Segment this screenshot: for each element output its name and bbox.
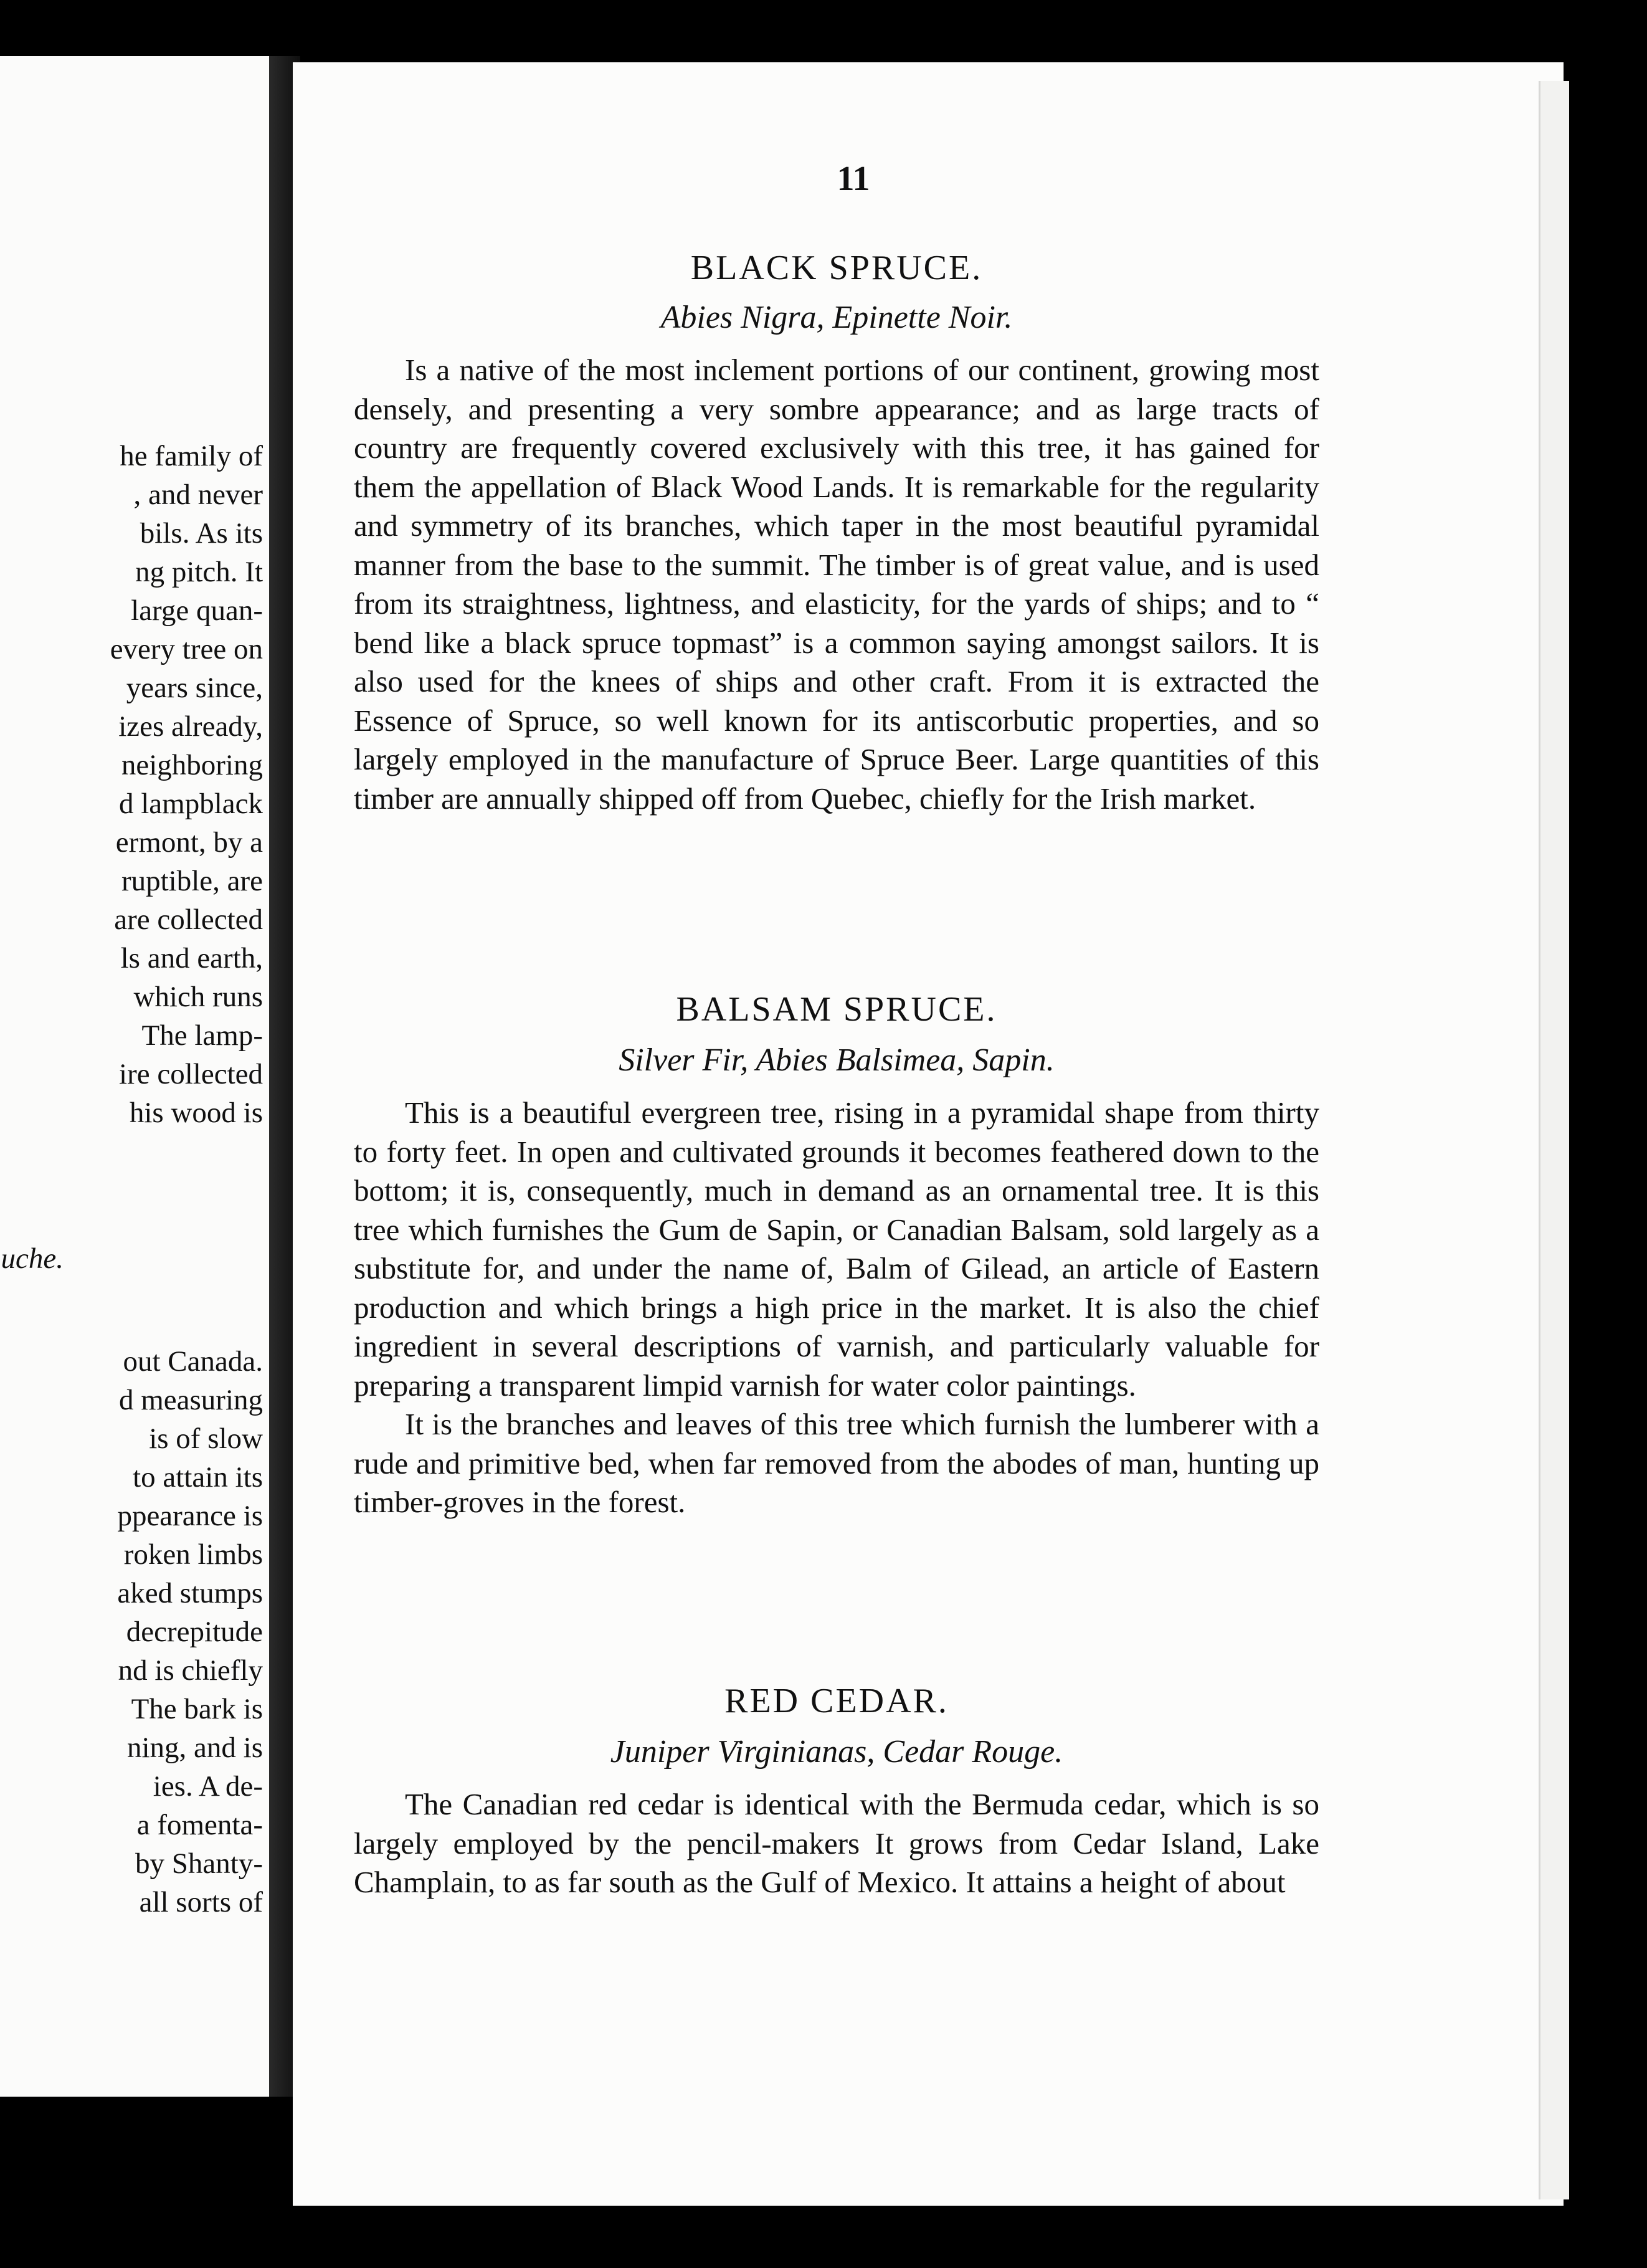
left-page-line: ire collected [119, 1058, 263, 1090]
section-heading: BLACK SPRUCE. [690, 249, 983, 287]
page-number: 11 [837, 160, 870, 198]
left-page-line: aked stumps [117, 1577, 263, 1609]
left-page-line: ls and earth, [120, 942, 263, 974]
left-page-line: his wood is [129, 1097, 263, 1129]
left-page-line: are collected [114, 903, 263, 936]
section-red-cedar [354, 1679, 1319, 1902]
left-page-line: nd is chiefly [118, 1654, 263, 1687]
left-page-line: years since, [126, 672, 263, 704]
left-page-line: , and never [133, 479, 263, 511]
page-edge [1539, 81, 1569, 2199]
left-page-line: to attain its [133, 1461, 263, 1494]
left-page-line: The bark is [131, 1693, 263, 1725]
left-page-line: The lamp- [141, 1019, 263, 1052]
left-page-line: is of slow [149, 1422, 263, 1455]
left-page-line: ermont, by a [115, 826, 263, 859]
left-page-line: ning, and is [126, 1732, 263, 1764]
left-page-line: a fomenta- [136, 1809, 263, 1841]
section-black-spruce [354, 246, 1319, 818]
paragraph: Is a native of the most inclement portions of our continent, growing most densely, and presenting a very sombre appearance; and as large tracts of country are frequently covered exclusively with this tree, it has gained for them the appellation of Black Wood Lands. It is remarkable for the regularity and symmetry of its branches, which taper in the most beautiful pyramidal manner from the base to the summit. The timber is of great value, and is used from its straightness, lightness, and elasticity, for the yards of ships; and to “ bend like a black spruce topmast” is a common saying amongst sailors. It is also used for the knees of ships and other craft. From it is extracted the Essence of Spruce, so well known for its antiscorbutic properties, and so largely employed in the manufacture of Spruce Beer. Large quantities of this timber are annually shipped off from Quebec, chiefly for the Irish market. [354, 353, 1319, 816]
left-page-line: all sorts of [139, 1886, 263, 1918]
left-page-line: d measuring [118, 1384, 263, 1416]
left-page-line: ies. A de- [153, 1770, 263, 1803]
section-subheading: Abies Nigra, Epinette Noir. [660, 300, 1013, 335]
left-page-line: ppearance is [117, 1500, 263, 1532]
left-page-line: neighboring [121, 749, 263, 781]
section-subheading: Silver Fir, Abies Balsimea, Sapin. [619, 1042, 1055, 1078]
section-heading: RED CEDAR. [724, 1682, 949, 1720]
left-page-line: izes already, [118, 710, 263, 743]
left-page-line: by Shanty- [135, 1847, 263, 1880]
paragraph: This is a beautiful evergreen tree, rising in a pyramidal shape from thirty to forty feet. In open and cultivated grounds it becomes feathered down to the bottom; it is, consequently, much in demand as an ornamental tree. It is this tree which furnishes the Gum de Sapin, or Canadian Balsam, sold largely as a substitute for, and under the name of, Balm of Gilead, an article of Eastern production and which brings a high price in the market. It is also the chief ingredient in several descriptions of varnish, and particularly valuable for preparing a transparent limpid varnish for water color paintings. [354, 1095, 1319, 1403]
left-page-line: decrepitude [126, 1616, 263, 1648]
left-page-line: ng pitch. It [135, 556, 263, 588]
left-page-line: ruptible, are [121, 865, 263, 897]
left-page-line: roken limbs [123, 1538, 263, 1571]
paragraph: It is the branches and leaves of this tree which furnish the lumberer with a rude and primitive bed, when far removed from the abodes of man, hunting up timber-groves in the forest. [354, 1407, 1319, 1519]
left-page-line: he family of [120, 440, 263, 472]
left-page-line: which runs [133, 981, 263, 1013]
section-balsam-spruce [354, 988, 1319, 1522]
left-page-line: d lampblack [118, 788, 263, 820]
paragraph: The Canadian red cedar is identical with the Bermuda cedar, which is so largely employed by the pencil-makers It grows from Cedar Island, Lake Champlain, to as far south as the Gulf of Mexico. It attains a height of about [354, 1787, 1319, 1899]
left-page-line: out Canada. [123, 1345, 263, 1378]
left-page-line: every tree on [110, 633, 263, 665]
left-page-line: uche. [1, 1242, 64, 1275]
previous-page-fragment [0, 56, 269, 2097]
section-heading: BALSAM SPRUCE. [676, 990, 997, 1029]
left-page-line: bils. As its [140, 517, 263, 550]
section-subheading: Juniper Virginianas, Cedar Rouge. [610, 1734, 1063, 1770]
left-page-line: large quan- [131, 594, 263, 627]
